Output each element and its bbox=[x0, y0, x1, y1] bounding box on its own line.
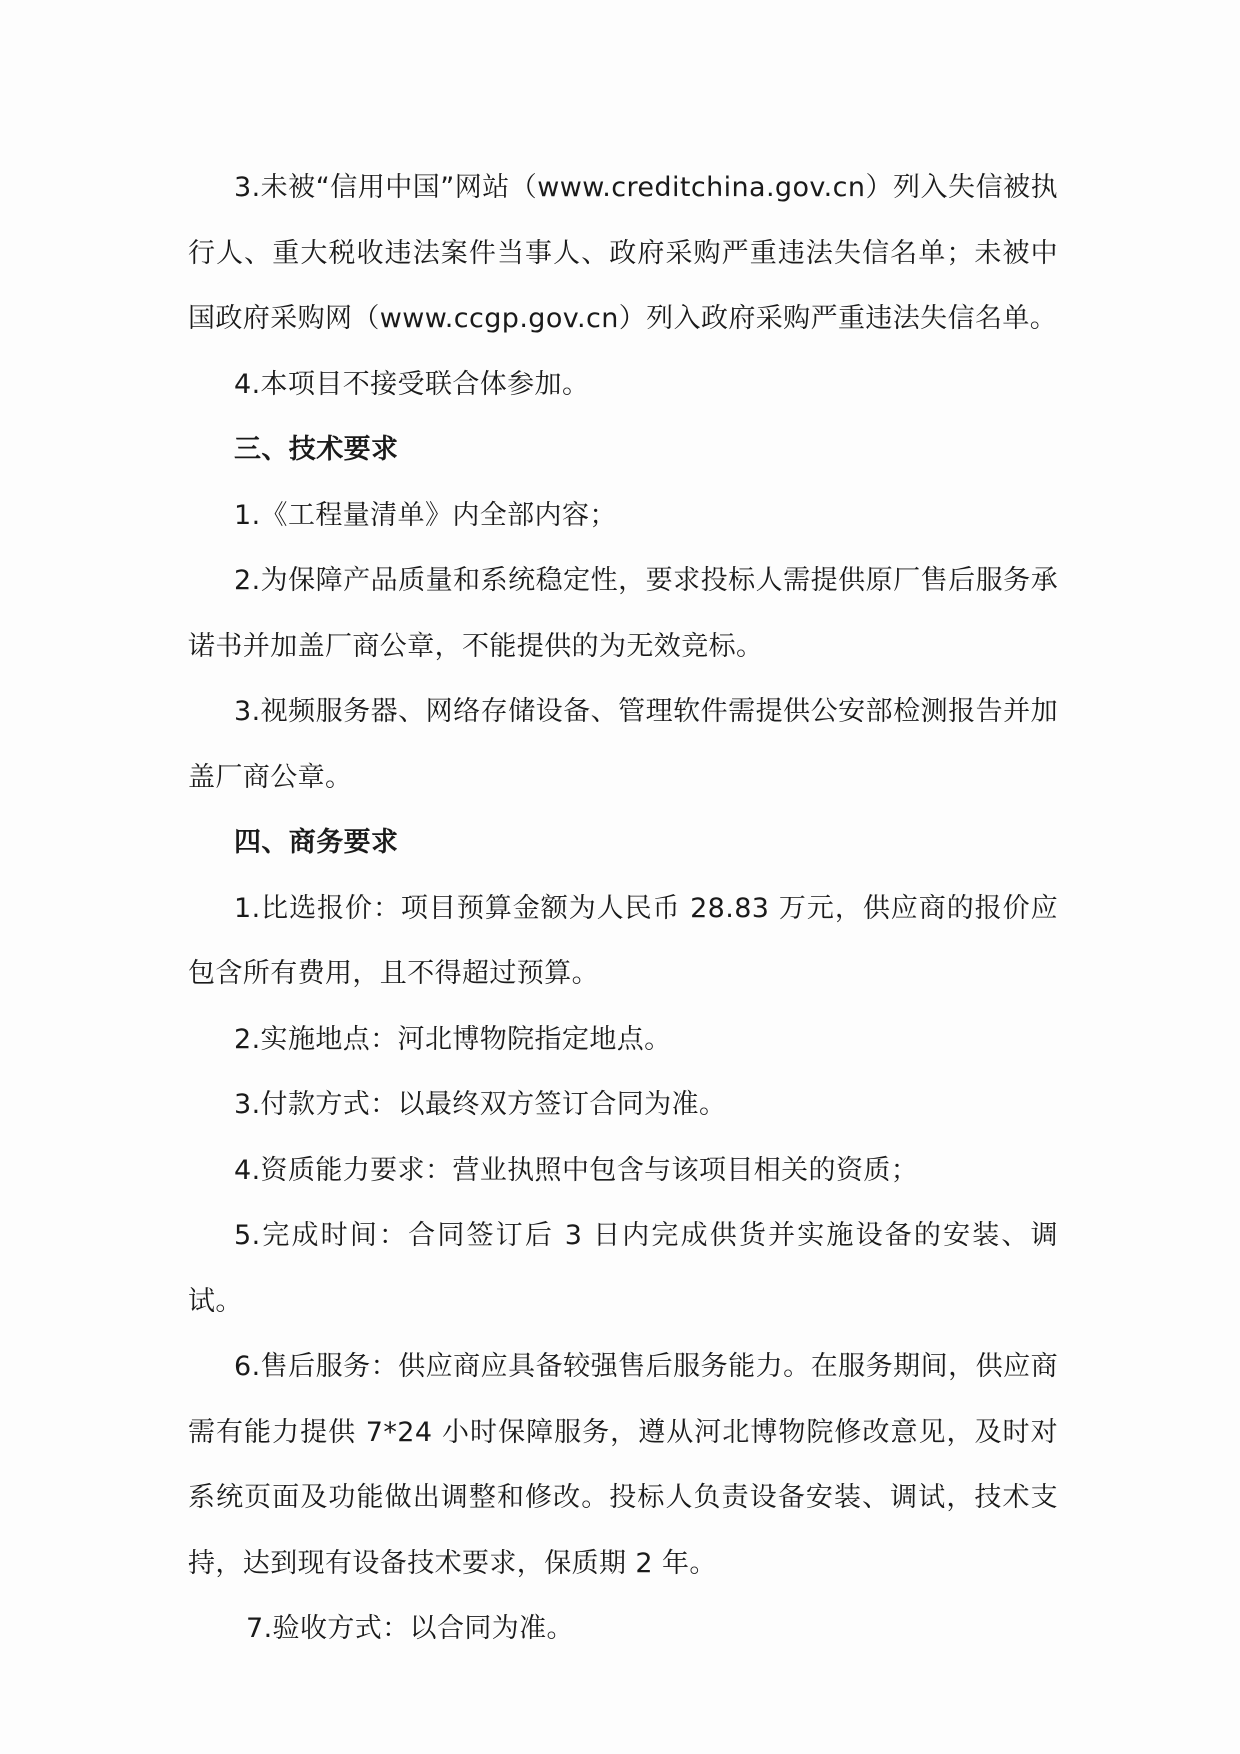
technical-item-1: 1.《工程量清单》内全部内容； bbox=[234, 499, 617, 531]
business-item-7: 7.验收方式：以合同为准。 bbox=[246, 1613, 574, 1644]
document-body bbox=[188, 155, 1058, 1662]
section-heading-technical: 三、技术要求 bbox=[234, 434, 399, 465]
paragraph-credit-check: 3.未被“信用中国”网站（www.creditchina.gov.cn）列入失信被执行人、重大税收违法案件当事人、政府采购严重违法失信名单；未被中国政府采购网（www.ccgp.gov.cn）列入政府采购严重违法失信名单。 bbox=[188, 172, 1058, 334]
business-item-4: 4.资质能力要求：营业执照中包含与该项目相关的资质； bbox=[234, 1154, 919, 1186]
technical-item-3: 3.视频服务器、网络存储设备、管理软件需提供公安部检测报告并加盖厂商公章。 bbox=[188, 696, 1058, 793]
technical-item-2: 2.为保障产品质量和系统稳定性，要求投标人需提供原厂售后服务承诺书并加盖厂商公章，不能提供的为无效竞标。 bbox=[188, 565, 1058, 662]
business-item-6: 6.售后服务：供应商应具备较强售后服务能力。在服务期间，供应商需有能力提供 7*24 小时保障服务，遵从河北博物院修改意见，及时对系统页面及功能做出调整和修改。投标人负责设备安装、调试，技术支持，达到现有设备技术要求，保质期 2 年。 bbox=[188, 1351, 1058, 1579]
business-item-2: 2.实施地点：河北博物院指定地点。 bbox=[234, 1023, 672, 1055]
section-heading-business: 四、商务要求 bbox=[234, 827, 399, 858]
paragraph-no-consortium: 4.本项目不接受联合体参加。 bbox=[234, 368, 590, 400]
business-item-1: 1.比选报价：项目预算金额为人民币 28.83 万元，供应商的报价应包含所有费用，且不得超过预算。 bbox=[188, 892, 1058, 989]
business-item-3: 3.付款方式：以最终双方签订合同为准。 bbox=[234, 1089, 727, 1120]
business-item-5: 5.完成时间：合同签订后 3 日内完成供货并实施设备的安装、调试。 bbox=[188, 1220, 1058, 1317]
